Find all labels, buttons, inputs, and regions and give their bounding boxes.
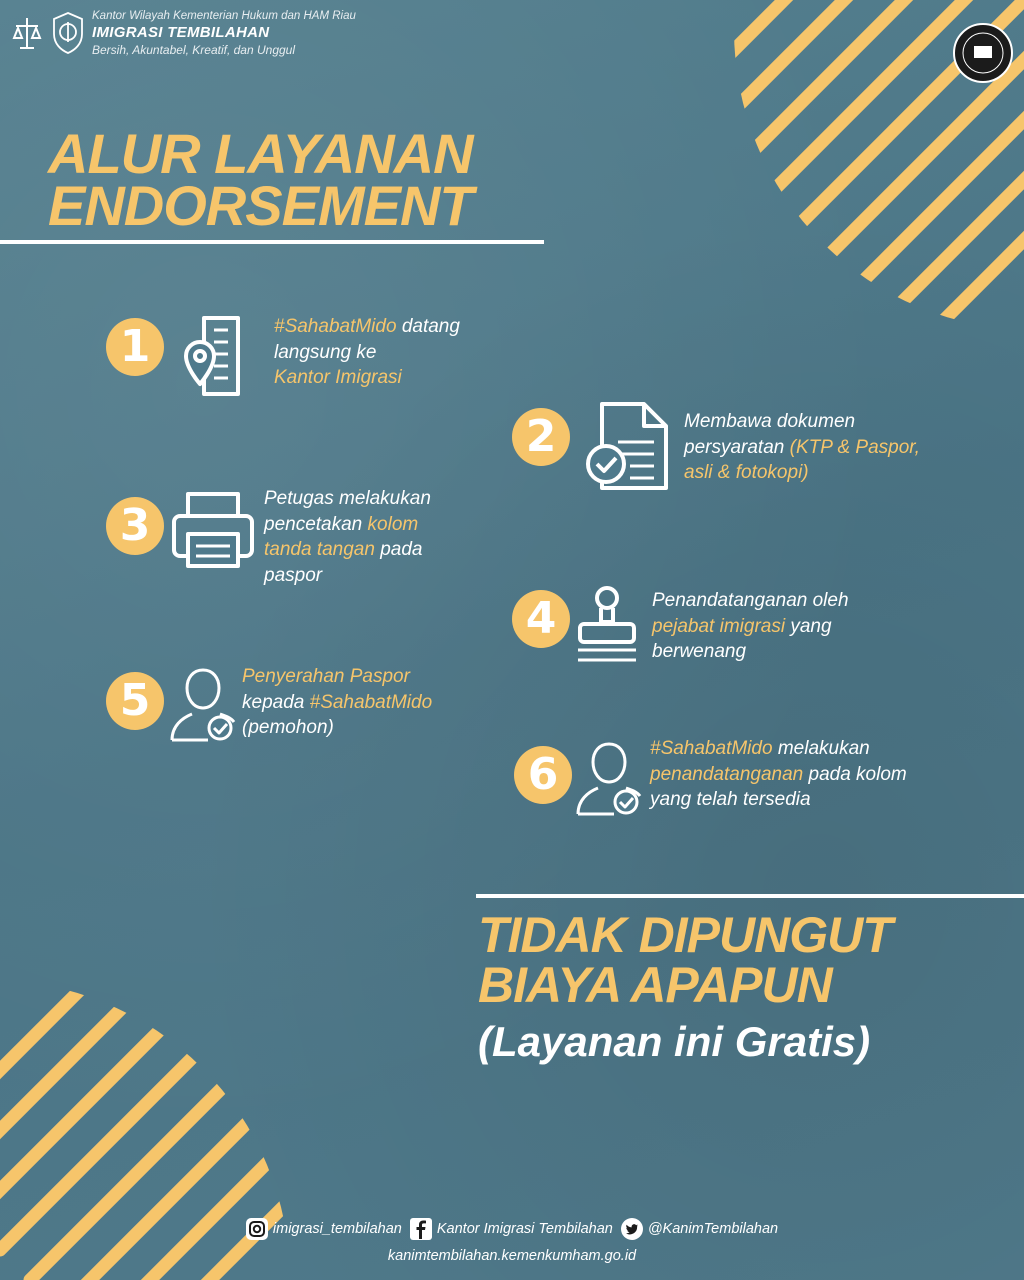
- step-text-part: datang: [396, 316, 460, 337]
- step-text-highlight: #SahabatMido: [650, 738, 773, 759]
- step-number-6: 6: [514, 746, 572, 804]
- step-text-highlight: tanda tangan: [264, 539, 375, 560]
- user-check-icon: [168, 664, 238, 744]
- building-location-icon: [168, 310, 266, 408]
- step-number-5: 5: [106, 672, 164, 730]
- title-line-2: ENDORSEMENT: [48, 174, 473, 237]
- header-name: IMIGRASI TEMBILAHAN: [92, 24, 270, 41]
- step-text-4: [652, 588, 849, 665]
- step-text-highlight: #SahabatMido: [274, 316, 397, 337]
- twitter-handle: @KanimTembilahan: [647, 1221, 779, 1237]
- step-text-2: [684, 409, 920, 486]
- free-subtitle: (Layanan ini Gratis): [478, 1018, 871, 1065]
- stamp-icon: [572, 584, 642, 666]
- step-text-part: pencetakan: [264, 513, 368, 535]
- step-text-highlight: penandatanganan: [650, 763, 804, 785]
- facebook-icon: [410, 1218, 432, 1240]
- step-text-part: berwenang: [652, 641, 747, 662]
- footer: [0, 1218, 1024, 1264]
- step-text-highlight: pejabat imigrasi: [652, 615, 786, 637]
- step-text-highlight: kolom: [367, 513, 419, 535]
- step-text-part: Penandatanganan oleh: [652, 590, 849, 611]
- step-text-part: yang telah tersedia: [650, 789, 811, 810]
- instagram-handle: imigrasi_tembilahan: [272, 1221, 402, 1237]
- step-number-3: 3: [106, 497, 164, 555]
- step-text-part: yang: [785, 615, 832, 637]
- pengayoman-logo: [10, 14, 44, 54]
- page-title: [48, 122, 473, 237]
- step-text-highlight: Kantor Imigrasi: [274, 367, 402, 388]
- step-text-part: kepada: [242, 691, 310, 713]
- free-line-1: TIDAK DIPUNGUT: [478, 907, 892, 963]
- step-text-part: (pemohon): [242, 717, 334, 738]
- title-divider: [0, 240, 544, 244]
- step-text-part: persyaratan: [684, 436, 790, 458]
- step-text-part: melakukan: [772, 738, 870, 759]
- user-check-icon: [574, 738, 644, 818]
- zona-integritas-badge: [952, 22, 1014, 84]
- step-text-part: pada kolom: [803, 763, 907, 785]
- facebook-name: Kantor Imigrasi Tembilahan: [436, 1221, 613, 1237]
- step-text-highlight: asli & fotokopi): [684, 462, 809, 483]
- step-text-6: [650, 736, 907, 813]
- social-row: [0, 1218, 1024, 1240]
- instagram-link[interactable]: [246, 1218, 402, 1240]
- step-number-1: 1: [106, 318, 164, 376]
- step-number-2: 2: [512, 408, 570, 466]
- header-tagline: Bersih, Akuntabel, Kreatif, dan Unggul: [92, 43, 296, 57]
- free-heading: [478, 907, 892, 1013]
- title-line-1: ALUR LAYANAN: [48, 122, 473, 185]
- imigrasi-emblem: [48, 10, 88, 56]
- step-text-5: [242, 664, 432, 741]
- website-link[interactable]: kanimtembilahan.kemenkumham.go.id: [387, 1248, 637, 1264]
- printer-icon: [170, 490, 256, 572]
- header-office: Kantor Wilayah Kementerian Hukum dan HAM Riau: [92, 10, 356, 22]
- step-text-highlight: #SahabatMido: [309, 691, 433, 713]
- step-text-part: Petugas melakukan: [264, 488, 431, 509]
- free-divider: [476, 894, 1024, 898]
- facebook-link[interactable]: [410, 1218, 613, 1240]
- step-text-highlight: (KTP & Paspor,: [789, 436, 920, 458]
- twitter-link[interactable]: [621, 1218, 778, 1240]
- instagram-icon: [246, 1218, 268, 1240]
- step-text-3: [264, 486, 431, 588]
- header-text: [92, 10, 356, 57]
- free-line-2: BIAYA APAPUN: [478, 957, 832, 1013]
- step-text-part: Membawa dokumen: [684, 411, 856, 432]
- step-text-highlight: Penyerahan Paspor: [242, 666, 410, 687]
- document-check-icon: [580, 398, 676, 494]
- step-text-part: pada: [374, 539, 423, 560]
- step-text-1: [274, 314, 460, 391]
- step-number-4: 4: [512, 590, 570, 648]
- twitter-icon: [621, 1218, 643, 1240]
- step-text-part: langsung ke: [274, 341, 377, 363]
- step-text-part: paspor: [264, 564, 323, 586]
